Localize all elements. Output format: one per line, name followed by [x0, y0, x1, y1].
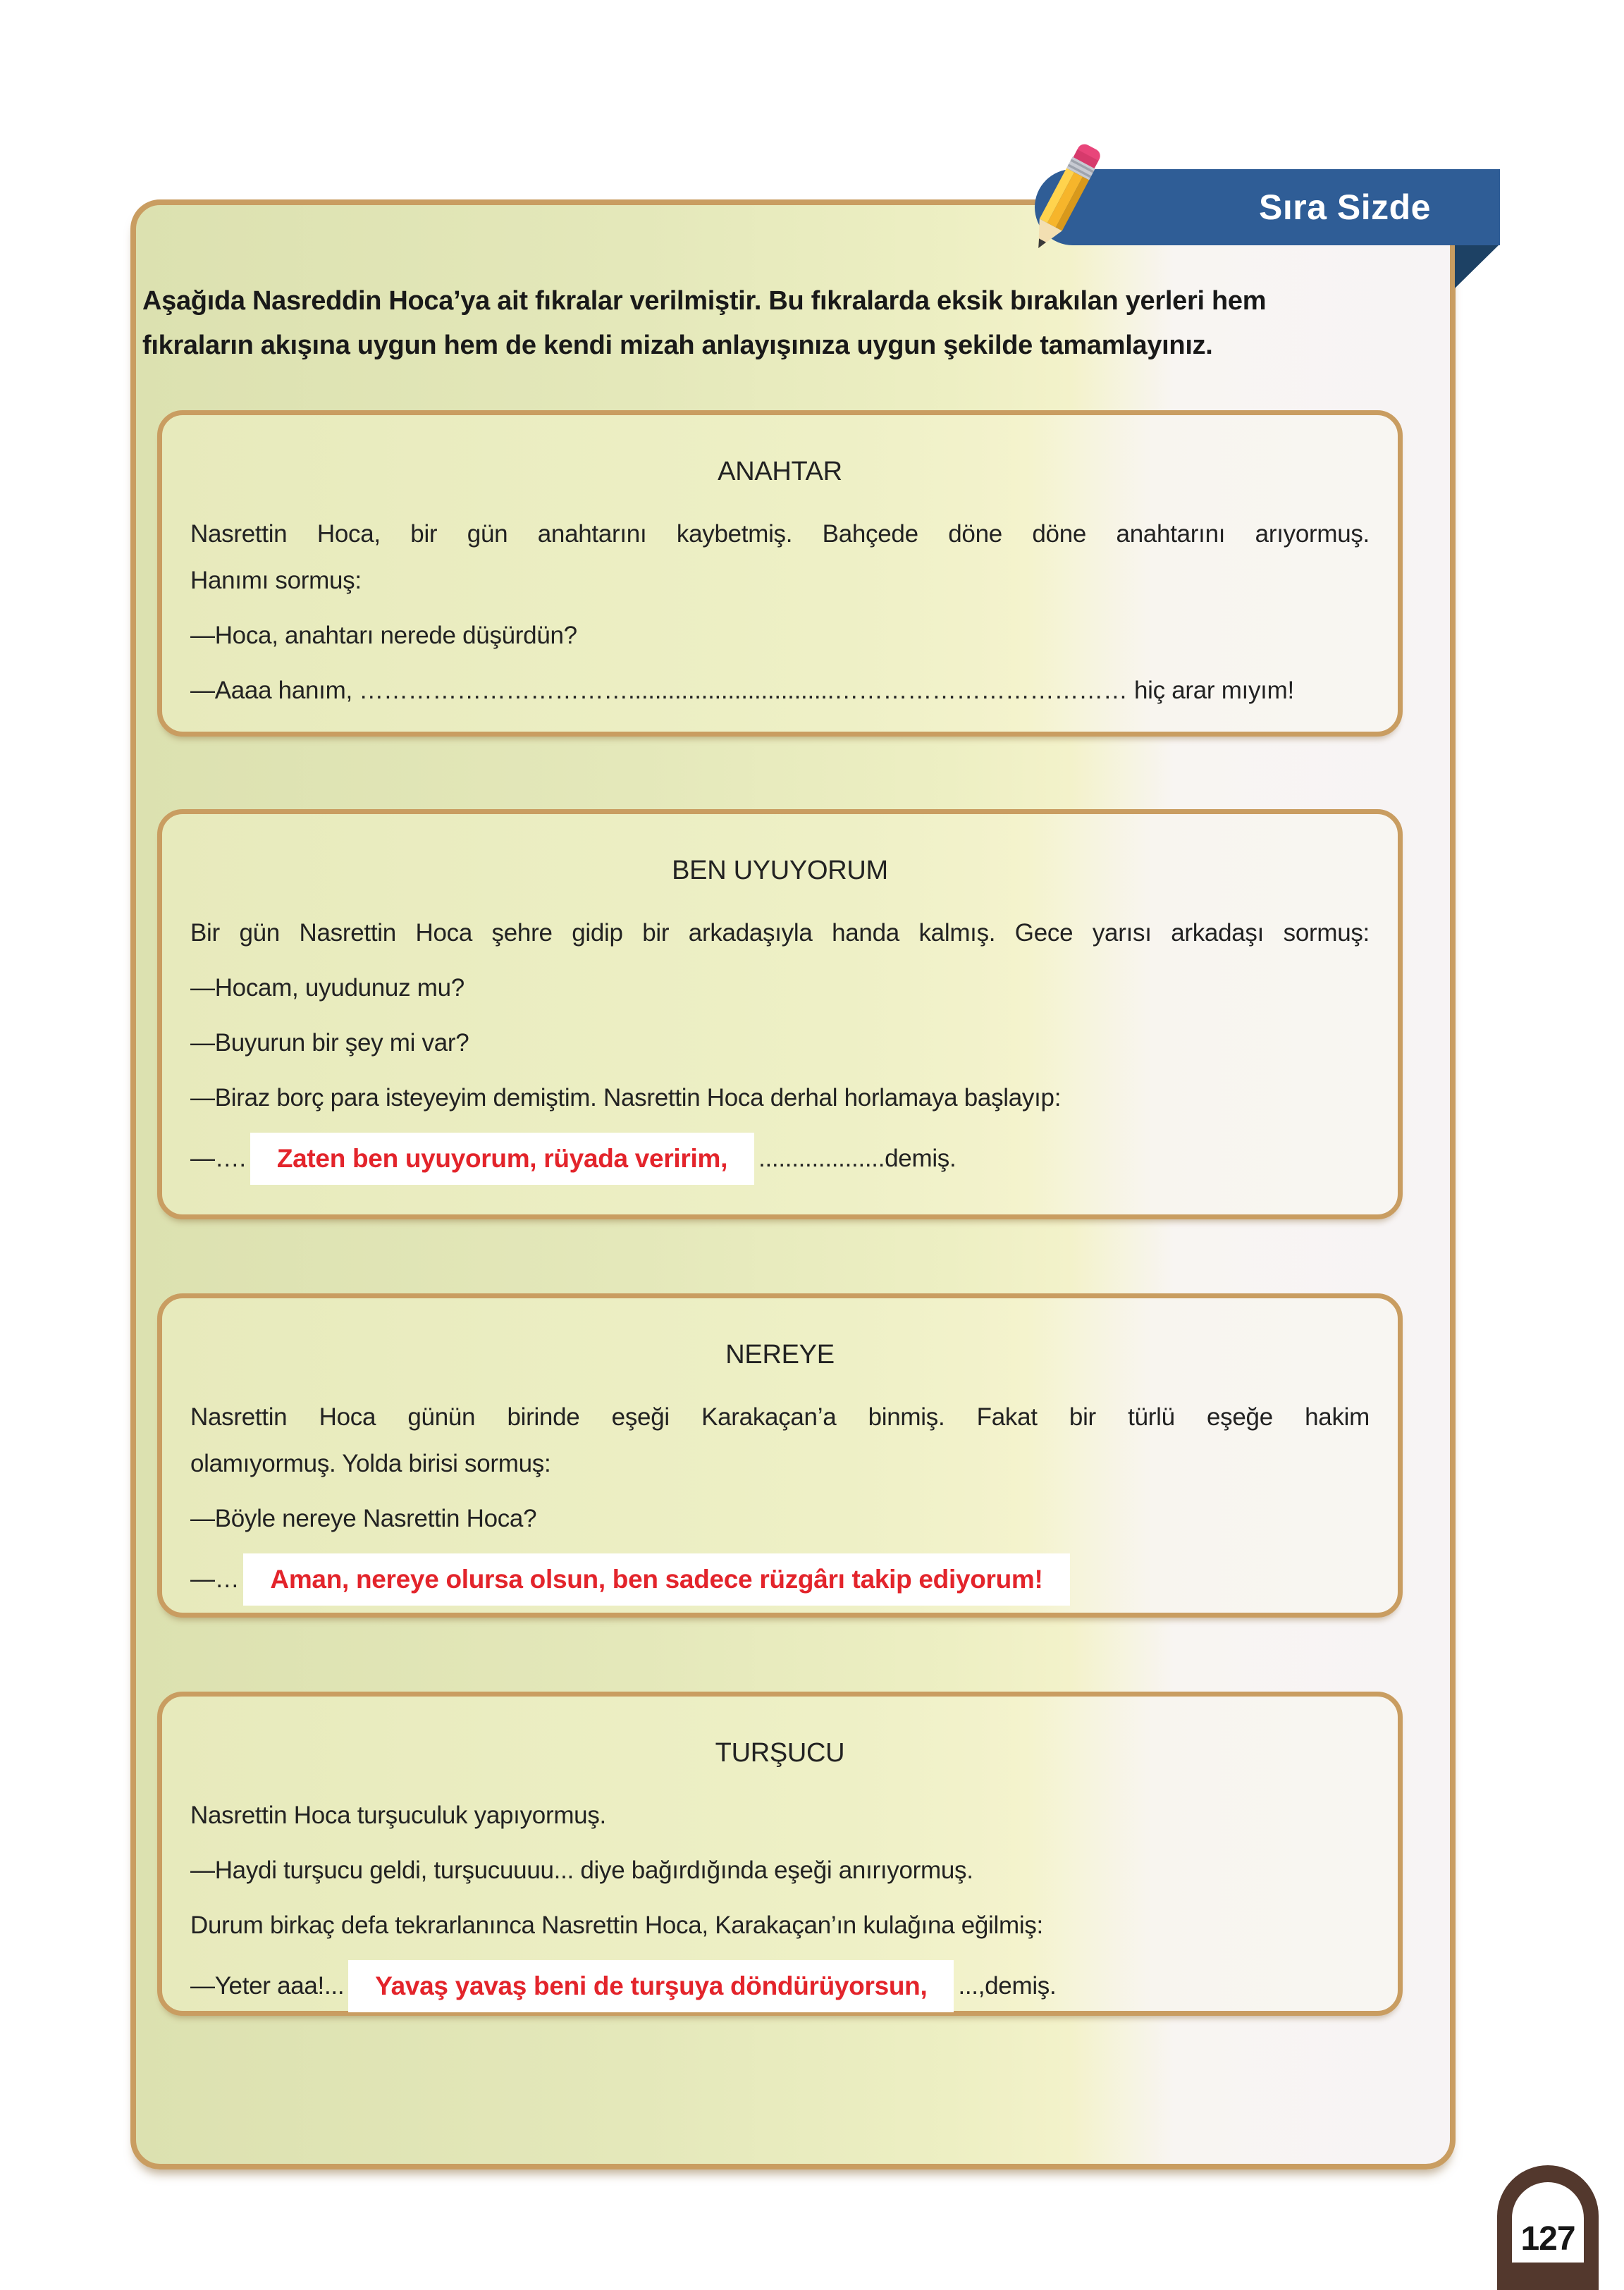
answer-prefix: —…	[190, 1565, 240, 1593]
dialogue-line: —Hoca, anahtarı nerede düşürdün?	[190, 622, 577, 649]
story-title: ANAHTAR	[718, 457, 842, 486]
dialogue-line: Durum birkaç defa tekrarlanınca Nasrettin Hoca, Karakaçan’ın kulağına eğilmiş:	[190, 1912, 1043, 1939]
dialogue-line: —Biraz borç para isteyeyim demiştim. Nasrettin Hoca derhal horlamaya başlayıp:	[190, 1084, 1062, 1112]
story-box-anahtar	[157, 410, 1403, 737]
story-line: Nasrettin Hoca, bir gün anahtarını kaybetmiş. Bahçede döne döne anahtarını arıyormuş.	[190, 520, 1370, 548]
fill-in-line	[190, 667, 1370, 714]
handwritten-answer: Yavaş yavaş beni de turşuya döndürüyorsun,	[348, 1960, 954, 2012]
page-number: 127	[1520, 2220, 1575, 2258]
answer-line	[190, 1133, 1370, 1185]
dialogue-line: —Böyle nereye Nasrettin Hoca?	[190, 1505, 537, 1532]
instruction-line: fıkraların akışına uygun hem de kendi mizah anlayışınıza uygun şekilde tamamlayınız.	[142, 331, 1213, 360]
story-line: Bir gün Nasrettin Hoca şehre gidip bir arkadaşıyla handa kalmış. Gece yarısı arkadaşı sormuş:	[190, 919, 1370, 947]
section-title: Sıra Sizde	[1259, 187, 1431, 227]
story-title: BEN UYUYORUM	[672, 856, 888, 885]
answer-prefix: —….	[190, 1145, 246, 1172]
handwritten-answer: Zaten ben uyuyorum, rüyada veririm,	[250, 1133, 754, 1185]
story-line: Nasrettin Hoca günün birinde eşeği Karakaçan’a binmiş. Fakat bir türlü eşeğe hakim	[190, 1403, 1370, 1431]
fill-suffix: hiç arar mıyım!	[1127, 677, 1294, 704]
dialogue-line: —Haydi turşucu geldi, turşucuuuu... diye bağırdığında eşeği anırıyormuş.	[190, 1857, 973, 1884]
story-line: Nasrettin Hoca turşuculuk yapıyormuş.	[190, 1802, 606, 1829]
instruction-line: Aşağıda Nasreddin Hoca’ya ait fıkralar verilmiştir. Bu fıkralarda eksik bırakılan yerleri hem	[142, 286, 1267, 316]
banner-fold	[1455, 245, 1499, 288]
story-box-tursucu	[157, 1692, 1403, 2016]
dialogue-line: —Hocam, uyudunuz mu?	[190, 974, 465, 1002]
story-box-nereye	[157, 1293, 1403, 1618]
story-title: TURŞUCU	[715, 1738, 845, 1768]
answer-suffix: demiş.	[885, 1145, 956, 1172]
answer-line	[190, 1553, 1370, 1606]
dotted-blank: ...,	[958, 1972, 985, 2000]
instruction-text	[142, 279, 1341, 368]
dotted-blank: ……………………………...............................………………………………	[359, 677, 1128, 704]
dotted-blank: ...................	[758, 1145, 885, 1172]
answer-line	[190, 1960, 1370, 2012]
story-title: NEREYE	[725, 1340, 835, 1369]
story-line: Hanımı sormuş:	[190, 567, 362, 594]
answer-suffix: demiş.	[985, 1972, 1057, 2000]
dialogue-line: —Buyurun bir şey mi var?	[190, 1029, 469, 1057]
page-number-window	[1512, 2182, 1584, 2263]
story-box-ben-uyuyorum	[157, 809, 1403, 1219]
fill-prefix: —Aaaa hanım,	[190, 677, 359, 704]
page-number-marker	[1497, 2165, 1599, 2290]
story-line: olamıyormuş. Yolda birisi sormuş:	[190, 1450, 551, 1477]
answer-prefix: —Yeter aaa!...	[190, 1972, 345, 2000]
handwritten-answer: Aman, nereye olursa olsun, ben sadece rüzgârı takip ediyorum!	[243, 1553, 1069, 1606]
